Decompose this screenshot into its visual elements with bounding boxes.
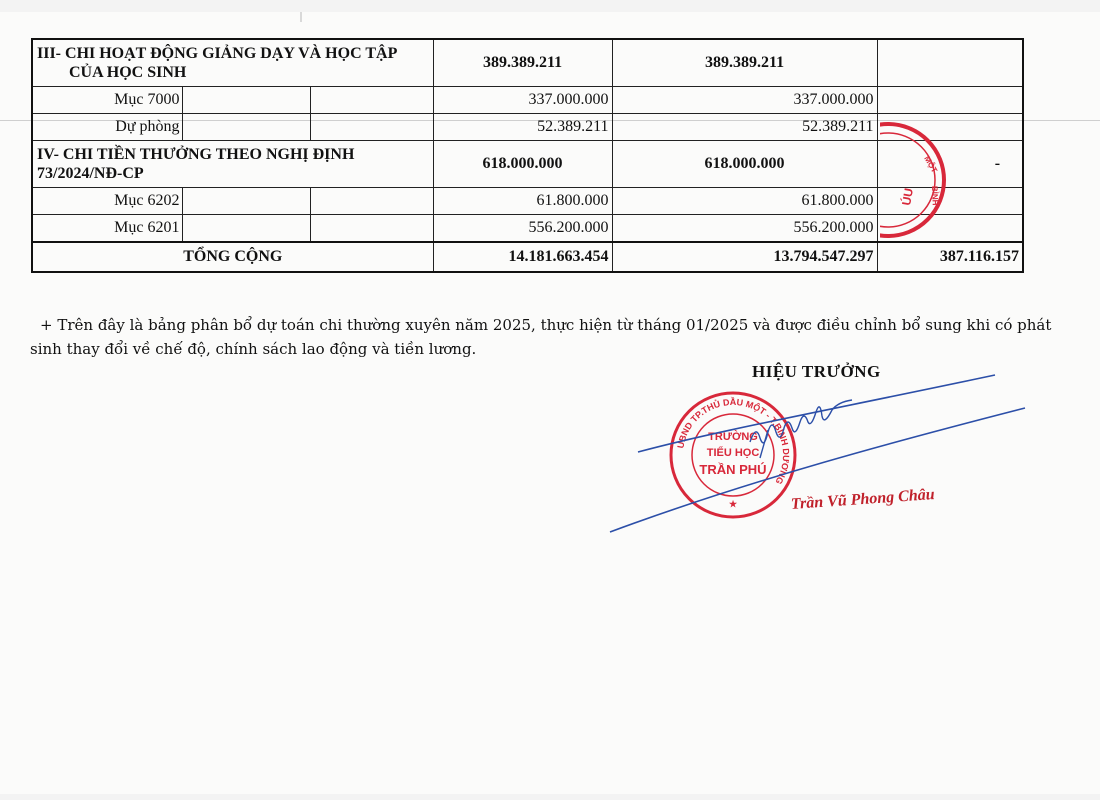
empty-cell — [310, 114, 433, 141]
item-label: Dự phòng — [32, 114, 182, 141]
amount-cell: 618.000.000 — [612, 141, 877, 188]
amount-cell: 556.200.000 — [612, 215, 877, 243]
svg-text:ÚU: ÚU — [899, 187, 916, 207]
svg-text:MỘT: MỘT — [922, 154, 939, 175]
table-row — [32, 188, 1023, 215]
empty-cell — [182, 114, 310, 141]
item-label: Mục 7000 — [32, 87, 182, 114]
empty-cell — [310, 215, 433, 243]
empty-cell — [310, 87, 433, 114]
amount-cell: 389.389.211 — [612, 39, 877, 87]
amount-cell: 61.800.000 — [612, 188, 877, 215]
amount-cell: 618.000.000 — [433, 141, 612, 188]
table-row — [32, 215, 1023, 243]
difference-cell — [877, 39, 1023, 87]
section-title-line2: 73/2024/NĐ-CP — [37, 165, 144, 182]
seal-line2: TIỂU HỌC — [706, 447, 760, 459]
budget-table — [31, 38, 1024, 273]
total-label: TỔNG CỘNG — [32, 242, 433, 272]
svg-text:BÌNH: BÌNH — [930, 185, 940, 206]
amount-cell: 556.200.000 — [433, 215, 612, 243]
empty-cell — [182, 215, 310, 243]
seal-line3: TRẦN PHÚ — [699, 462, 767, 477]
table-row-section-iii — [32, 39, 1023, 87]
seal-line1: TRƯỜNG — [708, 431, 758, 443]
amount-cell: 61.800.000 — [433, 188, 612, 215]
table-row — [32, 87, 1023, 114]
empty-cell — [310, 188, 433, 215]
partial-seal-stamp — [880, 118, 960, 243]
seal-outer-text: UBND TP.THỦ DẦU MỘT - T.BÌNH DƯƠNG — [675, 396, 792, 486]
total-amount: 13.794.547.297 — [612, 242, 877, 272]
note-paragraph — [30, 313, 1070, 361]
amount-cell: 52.389.211 — [433, 114, 612, 141]
handwritten-signature — [600, 360, 1050, 550]
difference-cell — [877, 87, 1023, 114]
seal-star-icon: ★ — [728, 499, 738, 509]
signatory-name: Trần Vũ Phong Châu — [790, 485, 936, 513]
item-label: Mục 6201 — [32, 215, 182, 243]
section-title-line1: III- CHI HOẠT ĐỘNG GIẢNG DẠY VÀ HỌC TẬP — [37, 45, 398, 62]
table-row-total — [32, 242, 1023, 272]
scan-mark — [300, 12, 302, 22]
section-title-line2: CỦA HỌC SINH — [69, 64, 187, 81]
section-title — [32, 39, 433, 87]
section-title-line1: IV- CHI TIỀN THƯỞNG THEO NGHỊ ĐỊNH — [37, 146, 355, 163]
note-text: + Trên đây là bảng phân bổ dự toán chi thường xuyên năm 2025, thực hiện từ tháng 01/2025 và được điều chỉnh bổ sung khi có phát sinh thay đổi về chế độ, chính sách lao động và tiền lương. — [30, 316, 1052, 358]
table-row-section-iv — [32, 141, 1023, 188]
amount-cell: 337.000.000 — [433, 87, 612, 114]
total-amount: 14.181.663.454 — [433, 242, 612, 272]
section-title — [32, 141, 433, 188]
difference-cell: - — [877, 141, 1023, 188]
empty-cell — [182, 87, 310, 114]
empty-cell — [182, 188, 310, 215]
amount-cell: 389.389.211 — [433, 39, 612, 87]
table-row — [32, 114, 1023, 141]
total-difference: 387.116.157 — [877, 242, 1023, 272]
amount-cell: 337.000.000 — [612, 87, 877, 114]
item-label: Mục 6202 — [32, 188, 182, 215]
amount-cell: 52.389.211 — [612, 114, 877, 141]
signatory-role: HIỆU TRƯỞNG — [752, 362, 881, 381]
